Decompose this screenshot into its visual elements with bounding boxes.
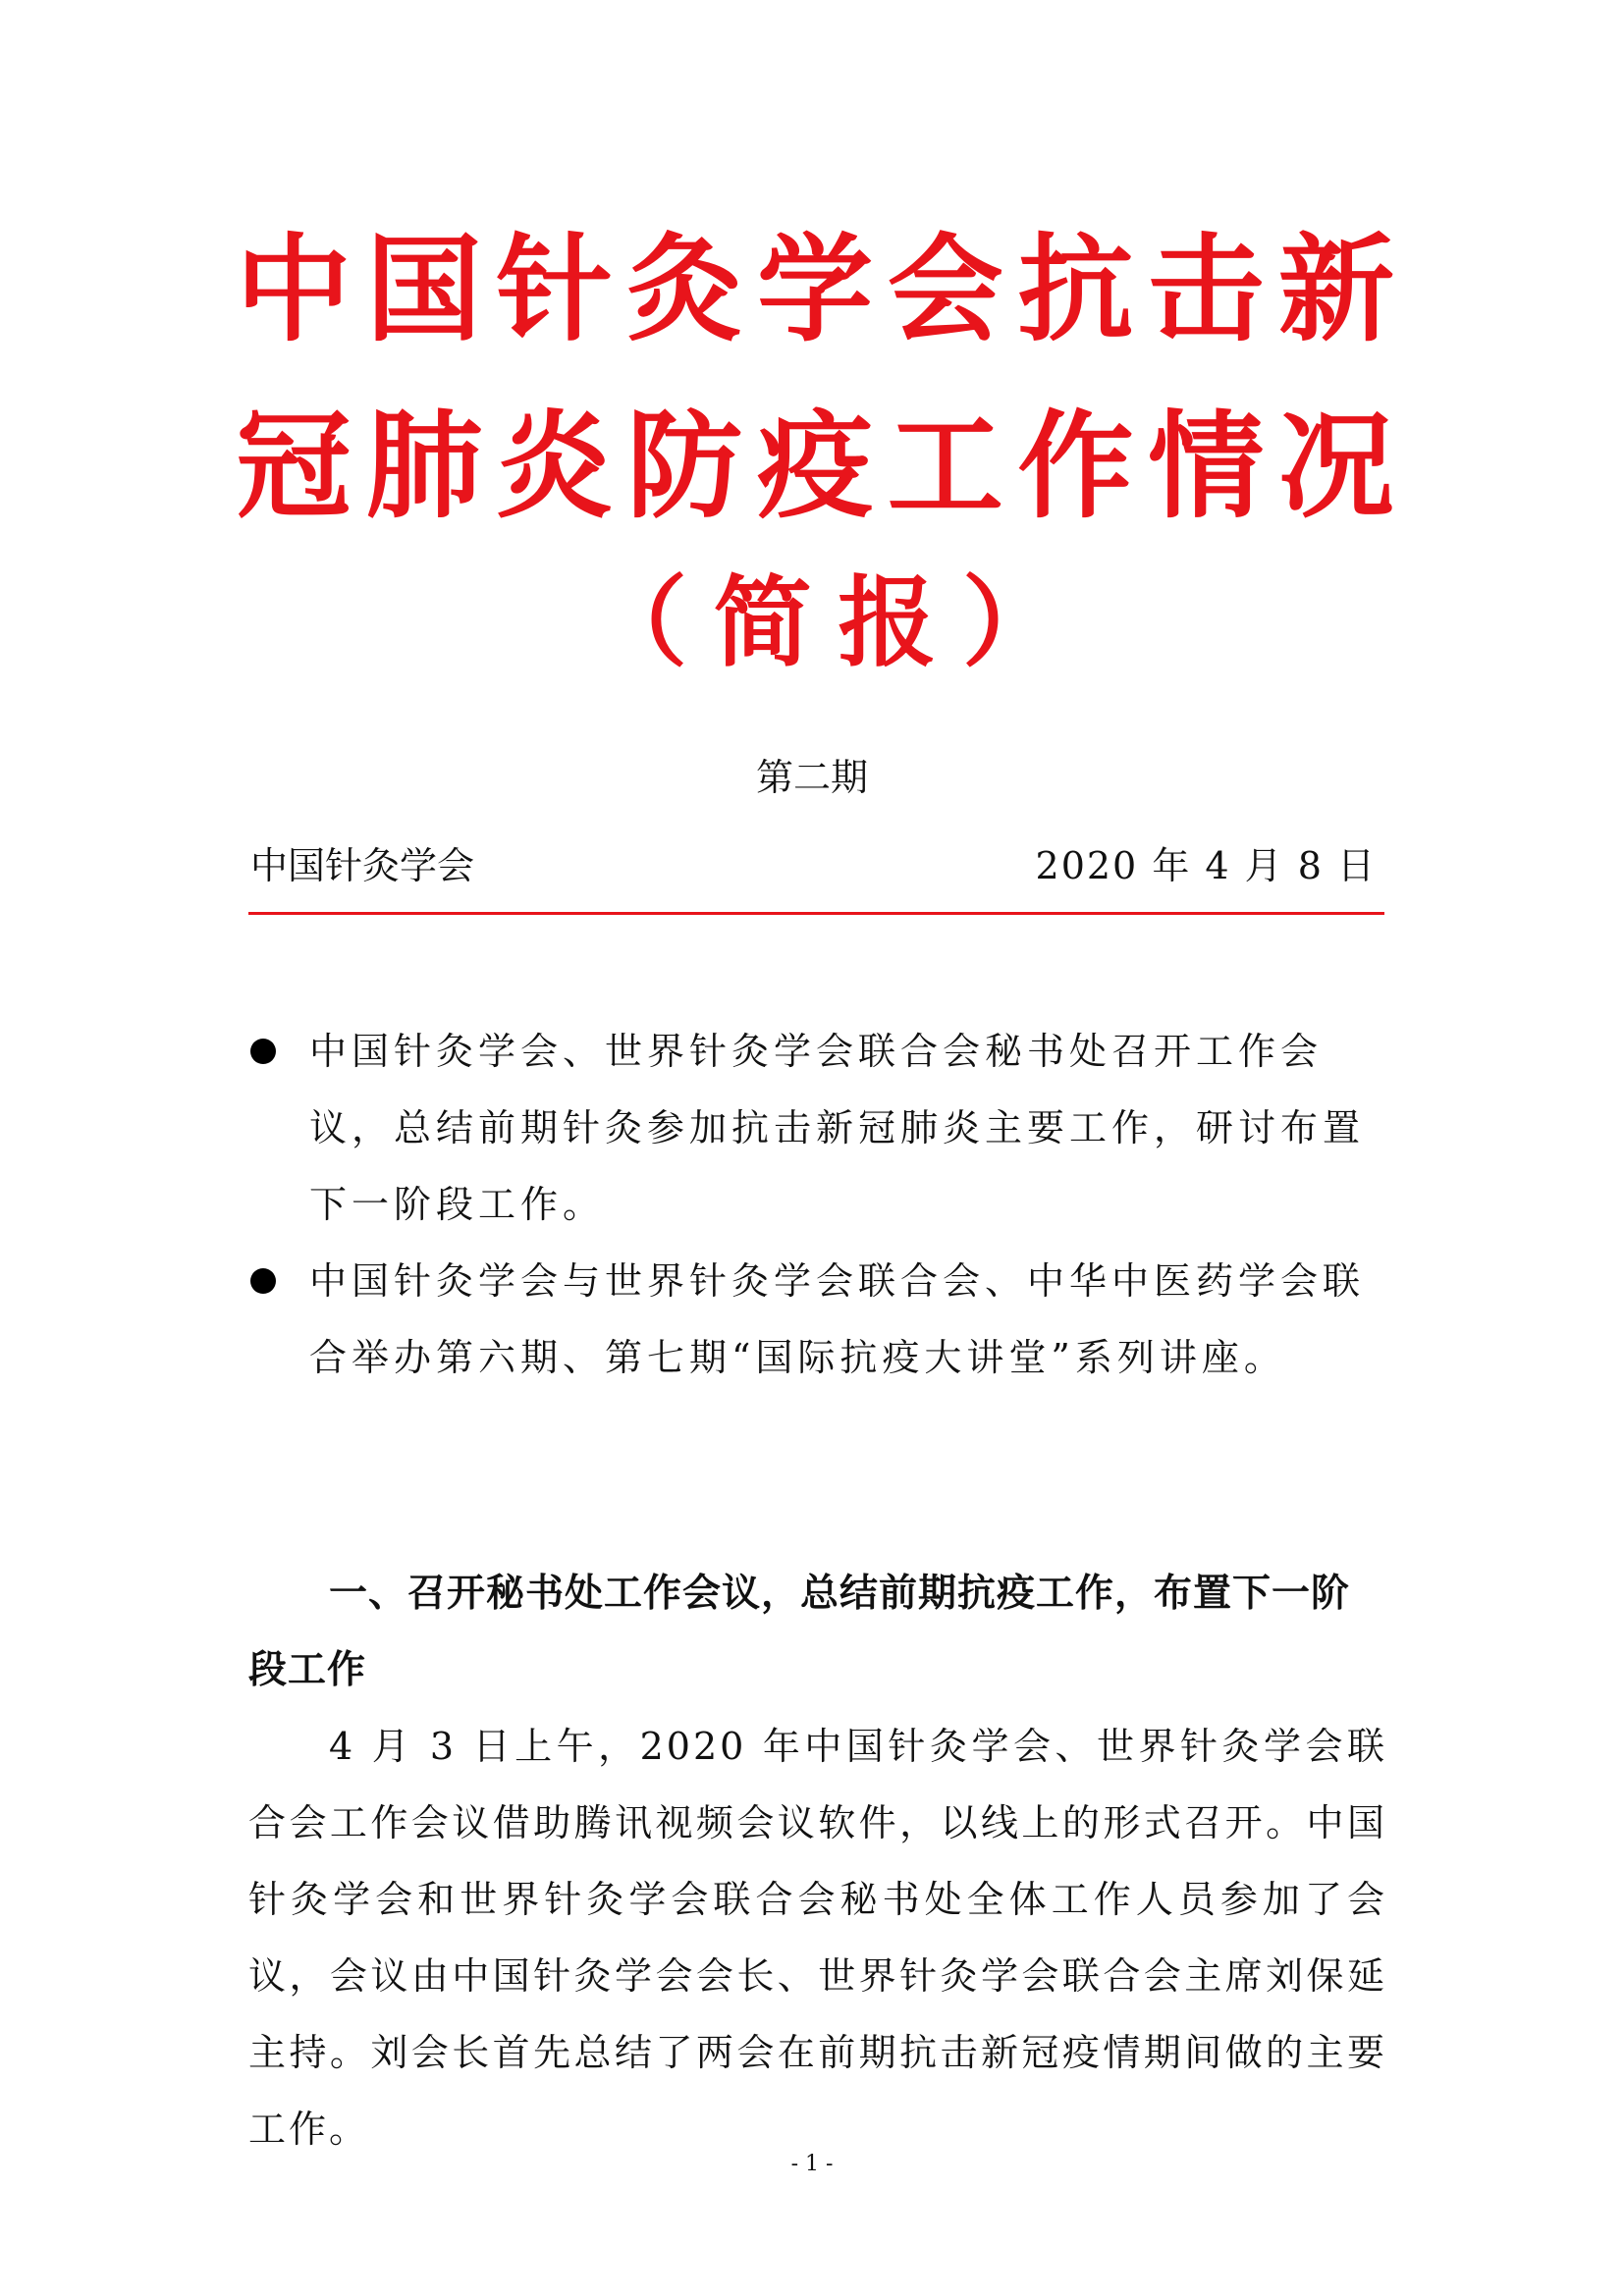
bullet-icon [250, 1039, 276, 1064]
highlight-item [248, 1243, 1387, 1396]
title-line-2: 冠肺炎防疫工作情况 [236, 399, 1394, 534]
subtitle-char-2: 报 [838, 565, 937, 680]
section-paragraph: 4 月 3 日上午，2020 年中国针灸学会、世界针灸学会联合会工作会议借助腾讯视频会议软件，以线上的形式召开。中国针灸学会和世界针灸学会联合会秘书处全体工作人员参加了会议，会议由中国针灸学会会长、世界针灸学会联合会主席刘保延主持。刘会长首先总结了两会在前期抗击新冠疫情期间做的主要工作。 [248, 1725, 1387, 2151]
bullet-icon [250, 1268, 276, 1294]
publish-date: 2020 年 4 月 8 日 [1035, 844, 1377, 887]
highlight-text: 中国针灸学会、世界针灸学会联合会秘书处召开工作会议，总结前期针灸参加抗击新冠肺炎主要工作，研讨布置下一阶段工作。 [309, 1030, 1366, 1226]
highlight-text: 中国针灸学会与世界针灸学会联合会、中华中医药学会联合举办第六期、第七期“国际抗疫大讲堂”系列讲座。 [309, 1259, 1366, 1379]
section-heading: 一、召开秘书处工作会议，总结前期抗疫工作，布置下一阶段工作 [248, 1572, 1351, 1692]
issue-number: 第二期 [755, 756, 868, 799]
subtitle-open-paren: （ [589, 565, 687, 680]
highlight-item [248, 1013, 1387, 1243]
subtitle-close-paren: ） [961, 565, 1060, 680]
title-line-1: 中国针灸学会抗击新 [236, 222, 1394, 357]
subtitle [589, 564, 1060, 682]
highlights-list [248, 1013, 1387, 1396]
subtitle-char-1: 简 [713, 565, 812, 680]
publisher: 中国针灸学会 [250, 844, 475, 887]
page-number: - 1 - [790, 2152, 834, 2176]
header-divider [248, 912, 1384, 915]
